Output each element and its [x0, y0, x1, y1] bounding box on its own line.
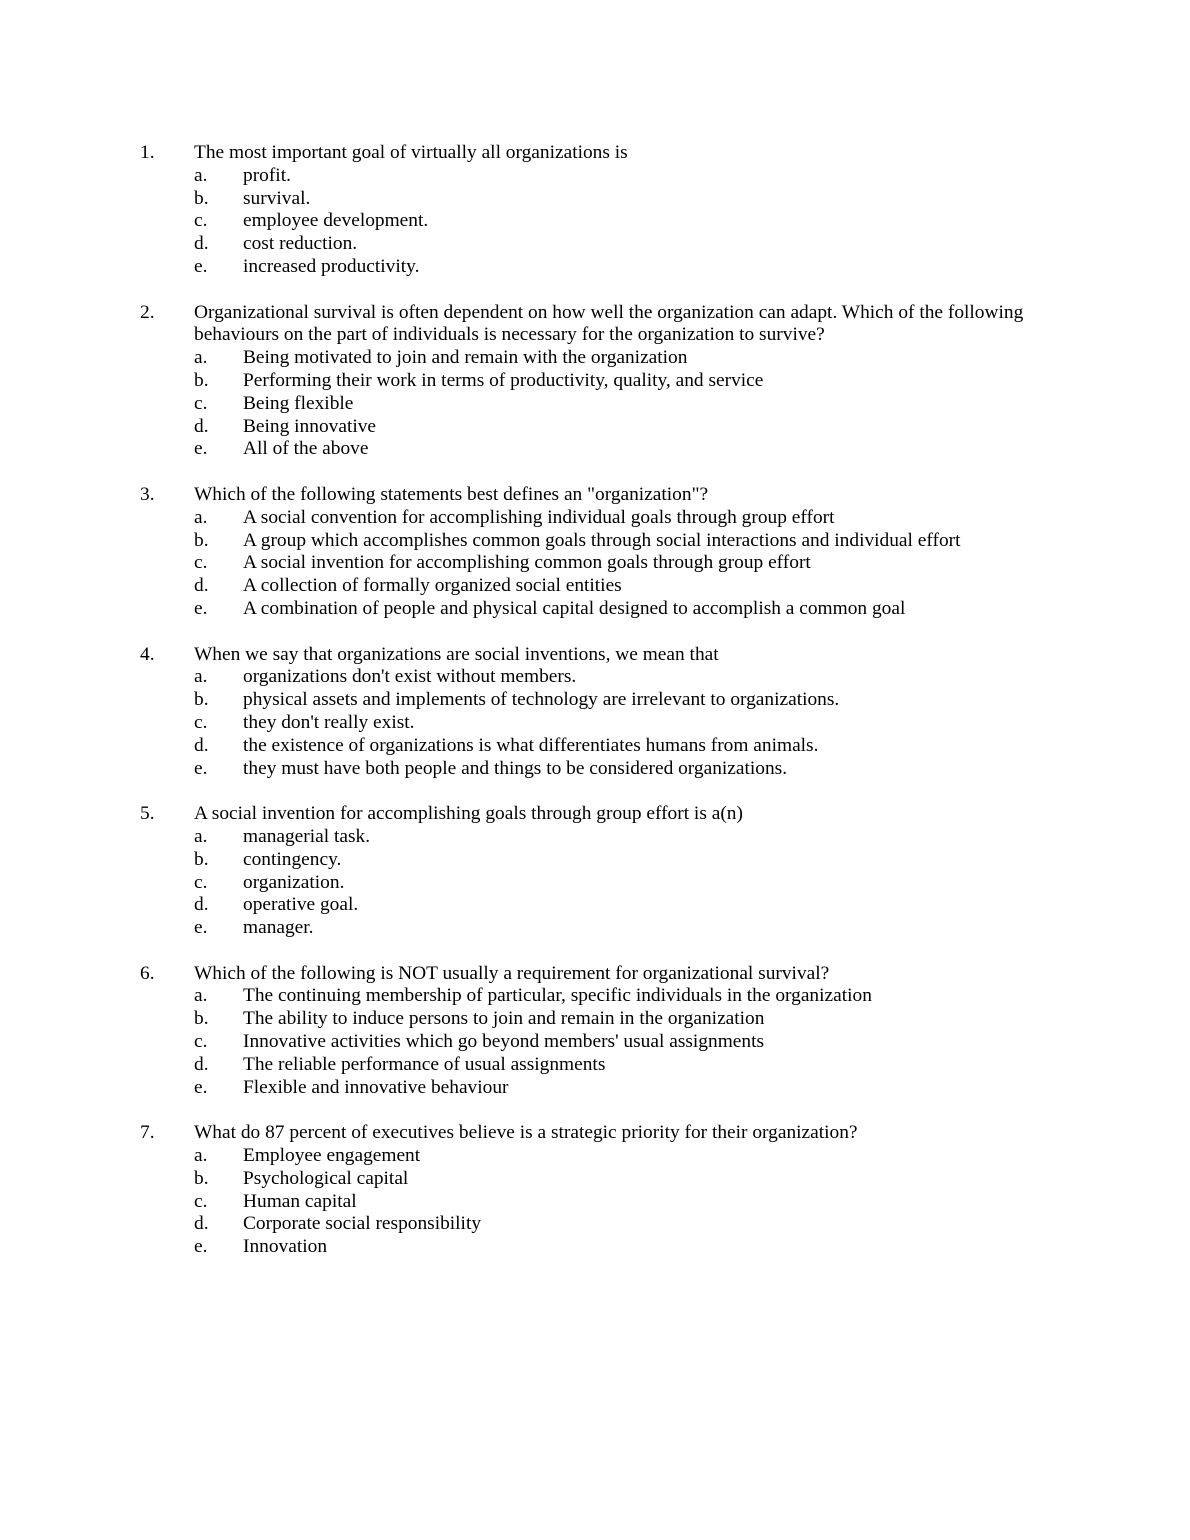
answer-option — [194, 256, 1050, 279]
option-letter: d. — [194, 575, 209, 597]
option-text: employee development. — [243, 210, 429, 232]
option-letter: b. — [194, 529, 209, 551]
options-list — [194, 347, 1050, 461]
answer-option — [194, 165, 1050, 188]
option-letter: d. — [194, 1213, 209, 1235]
option-letter: c. — [194, 210, 208, 232]
option-text: Employee engagement — [243, 1145, 421, 1167]
option-letter: a. — [194, 164, 208, 186]
option-text: they must have both people and things to be considered organizations. — [243, 757, 788, 779]
option-text: survival. — [243, 187, 311, 209]
question-text: Which of the following is NOT usually a requirement for organizational survival? — [194, 962, 830, 984]
option-text: Being innovative — [243, 415, 377, 437]
option-text: Being flexible — [243, 392, 354, 414]
option-letter: c. — [194, 711, 208, 733]
option-letter: a. — [194, 506, 208, 528]
question-body — [194, 1122, 1050, 1259]
option-text: Human capital — [243, 1190, 357, 1212]
option-letter: c. — [194, 552, 208, 574]
question-item — [140, 803, 1050, 940]
answer-option — [194, 1213, 1050, 1236]
question-number: 7. — [140, 1122, 155, 1144]
option-text: Innovative activities which go beyond members' usual assignments — [243, 1031, 765, 1053]
option-letter: b. — [194, 689, 209, 711]
option-text: managerial task. — [243, 825, 371, 847]
option-text: cost reduction. — [243, 233, 358, 255]
question-item — [140, 484, 1050, 621]
question-number: 3. — [140, 483, 155, 505]
option-letter: b. — [194, 1008, 209, 1030]
question-item — [140, 142, 1050, 279]
option-letter: e. — [194, 1076, 208, 1098]
option-letter: a. — [194, 347, 208, 369]
question-text: A social invention for accomplishing goals through group effort is a(n) — [194, 803, 743, 825]
answer-option — [194, 849, 1050, 872]
answer-option — [194, 1008, 1050, 1031]
option-letter: d. — [194, 734, 209, 756]
answer-option — [194, 416, 1050, 439]
answer-option — [194, 530, 1050, 553]
question-body — [194, 963, 1050, 1100]
option-letter: a. — [194, 1145, 208, 1167]
question-item — [140, 302, 1050, 462]
option-text: the existence of organizations is what differentiates humans from animals. — [243, 734, 819, 756]
option-letter: e. — [194, 917, 208, 939]
question-number: 2. — [140, 301, 155, 323]
question-text: When we say that organizations are social inventions, we mean that — [194, 643, 719, 665]
question-body — [194, 142, 1050, 279]
question-item — [140, 644, 1050, 781]
answer-option — [194, 1145, 1050, 1168]
answer-option — [194, 826, 1050, 849]
answer-option — [194, 735, 1050, 758]
option-text: Being motivated to join and remain with the organization — [243, 347, 688, 369]
option-text: manager. — [243, 917, 314, 939]
answer-option — [194, 210, 1050, 233]
answer-option — [194, 1191, 1050, 1214]
option-letter: b. — [194, 848, 209, 870]
option-letter: c. — [194, 392, 208, 414]
option-text: operative goal. — [243, 894, 359, 916]
answer-option — [194, 1031, 1050, 1054]
option-letter: c. — [194, 871, 208, 893]
option-text: Psychological capital — [243, 1167, 409, 1189]
answer-option — [194, 872, 1050, 895]
answer-option — [194, 1077, 1050, 1100]
option-letter: b. — [194, 187, 209, 209]
question-item — [140, 1122, 1050, 1259]
option-letter: c. — [194, 1190, 208, 1212]
question-body — [194, 644, 1050, 781]
option-text: Corporate social responsibility — [243, 1213, 482, 1235]
option-text: physical assets and implements of technology are irrelevant to organizations. — [243, 689, 840, 711]
option-text: organization. — [243, 871, 345, 893]
answer-option — [194, 552, 1050, 575]
answer-option — [194, 894, 1050, 917]
answer-option — [194, 666, 1050, 689]
option-letter: e. — [194, 438, 208, 460]
answer-option — [194, 233, 1050, 256]
option-text: they don't really exist. — [243, 711, 415, 733]
answer-option — [194, 758, 1050, 781]
option-letter: e. — [194, 255, 208, 277]
question-number: 5. — [140, 803, 155, 825]
options-list — [194, 826, 1050, 940]
option-text: Performing their work in terms of productivity, quality, and service — [243, 369, 764, 391]
answer-option — [194, 575, 1050, 598]
option-text: A combination of people and physical capital designed to accomplish a common goal — [243, 597, 906, 619]
option-text: A social invention for accomplishing common goals through group effort — [243, 552, 811, 574]
option-text: A social convention for accomplishing individual goals through group effort — [243, 506, 835, 528]
option-text: The ability to induce persons to join and remain in the organization — [243, 1008, 765, 1030]
option-letter: b. — [194, 369, 209, 391]
answer-option — [194, 438, 1050, 461]
option-letter: e. — [194, 757, 208, 779]
question-text: The most important goal of virtually all organizations is — [194, 142, 628, 163]
option-letter: a. — [194, 825, 208, 847]
option-letter: d. — [194, 415, 209, 437]
options-list — [194, 666, 1050, 780]
answer-option — [194, 188, 1050, 211]
option-text: A group which accomplishes common goals through social interactions and individual effort — [243, 529, 961, 551]
option-letter: b. — [194, 1167, 209, 1189]
question-text: What do 87 percent of executives believe is a strategic priority for their organization? — [194, 1122, 858, 1144]
answer-option — [194, 1168, 1050, 1191]
option-text: Innovation — [243, 1236, 328, 1258]
question-item — [140, 963, 1050, 1100]
question-number: 1. — [140, 142, 155, 163]
option-letter: d. — [194, 1053, 209, 1075]
option-text: organizations don't exist without members. — [243, 666, 577, 688]
options-list — [194, 165, 1050, 279]
question-number: 4. — [140, 643, 155, 665]
option-text: profit. — [243, 164, 291, 186]
option-letter: e. — [194, 1236, 208, 1258]
option-text: The continuing membership of particular, specific individuals in the organization — [243, 985, 872, 1007]
option-text: All of the above — [243, 438, 369, 460]
answer-option — [194, 347, 1050, 370]
option-letter: a. — [194, 985, 208, 1007]
option-letter: a. — [194, 666, 208, 688]
answer-option — [194, 393, 1050, 416]
options-list — [194, 1145, 1050, 1259]
options-list — [194, 507, 1050, 621]
answer-option — [194, 598, 1050, 621]
option-letter: c. — [194, 1031, 208, 1053]
option-text: contingency. — [243, 848, 342, 870]
option-text: Flexible and innovative behaviour — [243, 1076, 509, 1098]
options-list — [194, 985, 1050, 1099]
answer-option — [194, 1054, 1050, 1077]
question-body — [194, 302, 1050, 462]
answer-option — [194, 985, 1050, 1008]
question-number: 6. — [140, 962, 155, 984]
question-body — [194, 803, 1050, 940]
option-text: A collection of formally organized social entities — [243, 575, 622, 597]
option-letter: d. — [194, 894, 209, 916]
question-text: Which of the following statements best defines an "organization"? — [194, 483, 709, 505]
answer-option — [194, 370, 1050, 393]
option-text: The reliable performance of usual assignments — [243, 1053, 606, 1075]
answer-option — [194, 689, 1050, 712]
option-letter: e. — [194, 597, 208, 619]
option-text: increased productivity. — [243, 255, 420, 277]
answer-option — [194, 917, 1050, 940]
answer-option — [194, 712, 1050, 735]
question-text: Organizational survival is often dependent on how well the organization can adapt. Which of the following behaviours on the part of individuals is necessary for the organization to survive? — [194, 301, 1024, 346]
question-body — [194, 484, 1050, 621]
option-letter: d. — [194, 233, 209, 255]
answer-option — [194, 1236, 1050, 1259]
answer-option — [194, 507, 1050, 530]
